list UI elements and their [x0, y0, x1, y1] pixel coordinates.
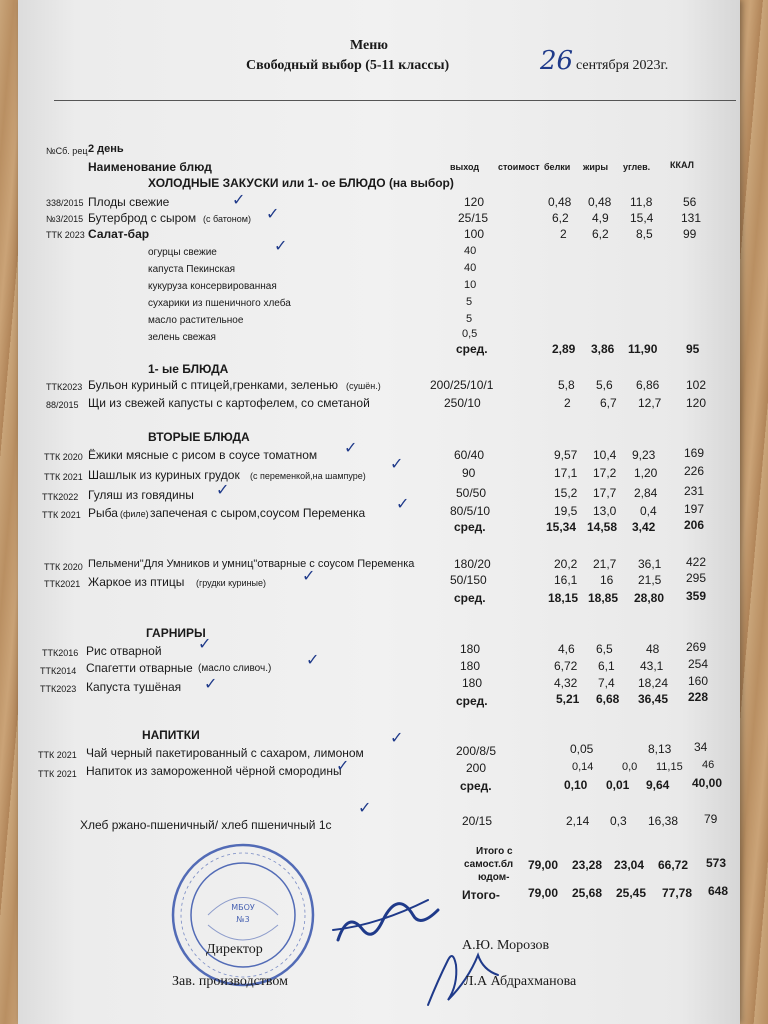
total2-carbs: 77,78: [662, 886, 693, 900]
row-kcal: 102: [686, 378, 707, 392]
director-name: А.Ю. Морозов: [462, 938, 550, 953]
row-fat: 16: [600, 573, 614, 587]
avg-fat: 18,85: [588, 591, 619, 605]
row-kcal: 226: [684, 464, 705, 478]
row-name: Чай черный пакетированный с сахаром, лимоном: [86, 746, 364, 760]
row-name: Жаркое из птицы: [88, 575, 185, 589]
row-fat: 21,7: [593, 557, 617, 571]
subitem-name: огурцы свежие: [148, 247, 217, 258]
row-carbs: 2,84: [634, 486, 658, 500]
section-garnish: ГАРНИРЫ: [146, 626, 206, 640]
avg-kcal: 95: [686, 342, 700, 356]
row-protein: 16,1: [554, 573, 578, 587]
col-kcal: ККАЛ: [670, 160, 694, 170]
svg-text:МБОУ: МБОУ: [231, 903, 255, 912]
avg-label: сред.: [454, 591, 486, 605]
row-carbs: 11,8: [630, 195, 653, 209]
avg-fat: 6,68: [596, 692, 620, 706]
avg-carbs: 36,45: [638, 692, 669, 706]
col-name: Наименование блюд: [88, 160, 212, 174]
row-name: Щи из свежей капусты с картофелем, со сметаной: [88, 396, 370, 410]
row-kcal: 46: [702, 759, 715, 771]
date-text: сентября 2023г.: [576, 58, 669, 73]
checkmark-icon: ✓: [396, 494, 410, 513]
recipe-label: №Сб. рец: [46, 146, 88, 156]
row-fat: 17,2: [593, 466, 617, 480]
row-code: ТТК 2021: [38, 750, 77, 760]
row-protein: 0,14: [572, 761, 594, 773]
row-carbs: 21,5: [638, 573, 662, 587]
checkmark-icon: ✓: [336, 756, 350, 775]
row-fat: 6,5: [596, 642, 613, 656]
row-carbs: 16,38: [648, 814, 679, 828]
row-name: Плоды свежие: [88, 195, 170, 209]
col-cost: стоимост: [498, 162, 540, 172]
row-protein: 2: [560, 227, 567, 241]
checkmark-icon: ✓: [302, 566, 316, 585]
subitem-name: капуста Пекинская: [148, 264, 236, 275]
row-fat: 13,0: [593, 504, 617, 518]
row-name: Напиток из замороженной чёрной смородины: [86, 764, 342, 778]
row-fat: 4,9: [592, 211, 609, 225]
row-output: 60/40: [454, 448, 485, 462]
subitem-output: 40: [464, 245, 477, 257]
row-fat: 10,4: [593, 448, 617, 462]
subitem-output: 0,5: [462, 328, 478, 340]
svg-text:№3: №3: [236, 915, 250, 924]
row-name: Салат-бар: [88, 227, 150, 241]
avg-protein: 5,21: [556, 692, 580, 706]
row-name: Шашлык из куриных грудок: [88, 468, 240, 482]
row-note: (сушён.): [346, 381, 381, 391]
section-second: ВТОРЫЕ БЛЮДА: [148, 430, 250, 444]
row-output: 250/10: [444, 396, 481, 410]
total-protein: 23,28: [572, 858, 603, 872]
total2-label: Итого-: [462, 888, 500, 902]
row-fat: 5,6: [596, 378, 613, 392]
row-name-cont: запеченая с сыром,соусом Переменка: [150, 506, 366, 520]
row-protein: 19,5: [554, 504, 578, 518]
row-name: Хлеб ржано-пшеничный/ хлеб пшеничный 1с: [80, 818, 332, 832]
row-kcal: 197: [684, 502, 705, 516]
avg-fat: 14,58: [587, 520, 618, 534]
row-protein: 2: [564, 396, 571, 410]
avg-carbs: 11,90: [628, 342, 658, 356]
day-label: 2 день: [88, 143, 124, 155]
col-protein: белки: [544, 162, 571, 172]
avg-label: сред.: [456, 342, 488, 356]
section-drinks: НАПИТКИ: [142, 728, 200, 742]
row-note: (масло сливоч.): [198, 663, 272, 674]
row-kcal: 160: [688, 674, 709, 688]
row-protein: 6,72: [554, 659, 578, 673]
col-carbs: углев.: [623, 162, 651, 172]
avg-fat: 3,86: [591, 342, 615, 356]
row-code: ТТК2016: [42, 648, 79, 658]
checkmark-icon: ✓: [274, 236, 288, 255]
checkmark-icon: ✓: [216, 480, 230, 499]
row-name: Рыба: [88, 506, 118, 520]
row-kcal: 56: [683, 195, 697, 209]
total2-protein: 25,68: [572, 886, 603, 900]
row-protein: 0,48: [548, 195, 572, 209]
row-note: (грудки куриные): [196, 578, 267, 588]
avg-protein: 15,34: [546, 520, 577, 534]
row-protein: 4,6: [558, 642, 575, 656]
row-protein: 17,1: [554, 466, 578, 480]
row-kcal: 295: [686, 571, 707, 585]
row-output: 180: [462, 676, 483, 690]
total-label: Итого с: [476, 846, 513, 857]
row-protein: 5,8: [558, 378, 575, 392]
row-output: 200: [466, 761, 487, 775]
row-output: 200/25/10/1: [430, 378, 494, 392]
row-kcal: 254: [688, 657, 709, 671]
subitem-name: масло растительное: [148, 315, 244, 326]
row-code: ТТК 2023: [46, 230, 85, 240]
row-protein: 2,14: [566, 814, 590, 828]
total-cost: 79,00: [528, 858, 559, 872]
row-protein: 4,32: [554, 676, 578, 690]
section-first: 1- ые БЛЮДА: [148, 362, 229, 376]
row-code: ТТК 2021: [38, 769, 77, 779]
row-carbs: 6,86: [636, 378, 660, 392]
col-fat: жиры: [583, 162, 609, 172]
row-kcal: 169: [684, 446, 705, 460]
checkmark-icon: ✓: [266, 204, 280, 223]
row-fat: 7,4: [598, 676, 615, 690]
subitem-output: 10: [464, 279, 477, 291]
row-protein: 6,2: [552, 211, 569, 225]
subitem-output: 5: [466, 296, 473, 308]
row-kcal: 422: [686, 555, 707, 569]
row-name: Капуста тушёная: [86, 680, 182, 694]
page-title: Меню: [350, 38, 389, 53]
row-fat: 17,7: [593, 486, 617, 500]
row-fat: 0,48: [588, 195, 612, 209]
avg-kcal: 228: [688, 690, 709, 704]
row-output: 200/8/5: [456, 744, 497, 758]
avg-protein: 18,15: [548, 591, 579, 605]
section-cold: ХОЛОДНЫЕ ЗАКУСКИ или 1- ое БЛЮДО (на выбор): [148, 176, 454, 190]
row-carbs: 8,5: [636, 227, 653, 241]
row-output: 25/15: [458, 211, 489, 225]
row-code: №3/2015: [46, 214, 84, 224]
avg-kcal: 40,00: [692, 776, 723, 790]
row-output: 180/20: [454, 557, 491, 571]
row-code: ТТК2021: [44, 579, 81, 589]
handwritten-day: 26: [540, 46, 574, 76]
row-fat: 6,7: [600, 396, 617, 410]
total-carbs: 66,72: [658, 858, 689, 872]
checkmark-icon: ✓: [306, 650, 320, 669]
row-code: ТТК 2020: [44, 452, 83, 462]
checkmark-icon: ✓: [390, 728, 404, 747]
avg-carbs: 9,64: [646, 778, 670, 792]
subitem-output: 40: [464, 262, 477, 274]
row-name: Рис отварной: [86, 644, 162, 658]
row-code: ТТК 2021: [44, 472, 83, 482]
total-label: самост.бл: [464, 859, 514, 870]
row-kcal: 231: [684, 484, 705, 498]
row-code: ТТК2014: [40, 666, 77, 676]
total2-kcal: 648: [708, 884, 729, 898]
row-carbs: 0,4: [640, 504, 657, 518]
subitem-name: зелень свежая: [148, 332, 216, 343]
row-code: ТТК 2021: [42, 510, 81, 520]
row-output: 180: [460, 642, 481, 656]
subitem-name: кукуруза консервированная: [148, 281, 277, 292]
official-stamp: [168, 840, 318, 990]
row-note: (с батоном): [203, 214, 251, 224]
avg-kcal: 359: [686, 589, 707, 603]
checkmark-icon: ✓: [390, 454, 404, 473]
row-note: (филе): [120, 509, 149, 519]
checkmark-icon: ✓: [204, 674, 218, 693]
menu-sheet: [18, 0, 740, 1024]
row-output: 80/5/10: [450, 504, 491, 518]
checkmark-icon: ✓: [232, 190, 246, 209]
row-name: Гуляш из говядины: [88, 488, 194, 502]
manager-name: Л.А Абдрахманова: [464, 974, 577, 989]
avg-fat: 0,01: [606, 778, 630, 792]
total2-fat: 25,45: [616, 886, 647, 900]
header-divider: [54, 100, 736, 101]
total2-cost: 79,00: [528, 886, 559, 900]
col-output: выход: [450, 162, 480, 172]
row-output: 20/15: [462, 814, 493, 828]
row-output: 180: [460, 659, 481, 673]
total-label: юдом-: [478, 872, 510, 883]
avg-carbs: 3,42: [632, 520, 656, 534]
row-kcal: 269: [686, 640, 707, 654]
row-carbs: 43,1: [640, 659, 664, 673]
avg-label: сред.: [456, 694, 488, 708]
row-code: ТТК2022: [42, 492, 79, 502]
row-carbs: 12,7: [638, 396, 662, 410]
row-fat: 6,1: [598, 659, 615, 673]
checkmark-icon: ✓: [344, 438, 358, 457]
row-name: Бутерброд с сыром: [88, 211, 197, 225]
row-fat: 0,3: [610, 814, 627, 828]
row-output: 100: [464, 227, 485, 241]
row-kcal: 34: [694, 740, 708, 754]
checkmark-icon: ✓: [198, 634, 212, 653]
row-kcal: 120: [686, 396, 707, 410]
row-code: 338/2015: [46, 198, 84, 208]
row-fat: 0,0: [622, 761, 638, 773]
row-kcal: 131: [681, 211, 702, 225]
row-protein: 15,2: [554, 486, 578, 500]
row-protein: 9,57: [554, 448, 578, 462]
row-carbs: 48: [646, 642, 660, 656]
avg-protein: 2,89: [552, 342, 576, 356]
total-fat: 23,04: [614, 858, 645, 872]
row-carbs: 8,13: [648, 742, 672, 756]
subitem-name: сухарики из пшеничного хлеба: [148, 298, 291, 309]
row-name: Ёжики мясные с рисом в соусе томатном: [88, 448, 318, 462]
subitem-output: 5: [466, 313, 473, 325]
total-kcal: 573: [706, 856, 727, 870]
row-code: ТТК 2020: [44, 562, 83, 572]
row-carbs: 18,24: [638, 676, 669, 690]
row-protein: 20,2: [554, 557, 578, 571]
row-code: ТТК2023: [46, 382, 83, 392]
row-code: ТТК2023: [40, 684, 77, 694]
avg-label: сред.: [454, 520, 486, 534]
row-output: 50/50: [456, 486, 487, 500]
avg-kcal: 206: [684, 518, 705, 532]
row-carbs: 36,1: [638, 557, 662, 571]
row-name: Бульон куриный с птицей,гренками, зеленью: [88, 378, 338, 392]
row-carbs: 15,4: [630, 211, 654, 225]
row-name: Спагетти отварные: [86, 661, 193, 675]
row-output: 90: [462, 466, 476, 480]
row-name: Пельмени"Для Умников и умниц"отварные с соусом Переменка: [88, 558, 415, 570]
director-title: Директор: [206, 942, 263, 957]
row-carbs: 1,20: [634, 466, 658, 480]
row-kcal: 79: [704, 812, 718, 826]
row-carbs: 9,23: [632, 448, 656, 462]
row-kcal: 99: [683, 227, 697, 241]
row-carbs: 11,15: [656, 761, 683, 773]
row-output: 120: [464, 195, 485, 209]
avg-protein: 0,10: [564, 778, 588, 792]
avg-carbs: 28,80: [634, 591, 665, 605]
page-subtitle: Свободный выбор (5-11 классы): [246, 58, 450, 73]
row-note: (с переменкой,на шампуре): [250, 471, 366, 481]
avg-label: сред.: [460, 779, 492, 793]
row-fat: 6,2: [592, 227, 609, 241]
manager-title: Зав. производством: [172, 974, 289, 989]
row-protein: 0,05: [570, 742, 594, 756]
row-output: 50/150: [450, 573, 487, 587]
row-code: 88/2015: [46, 400, 79, 410]
checkmark-icon: ✓: [358, 798, 372, 817]
